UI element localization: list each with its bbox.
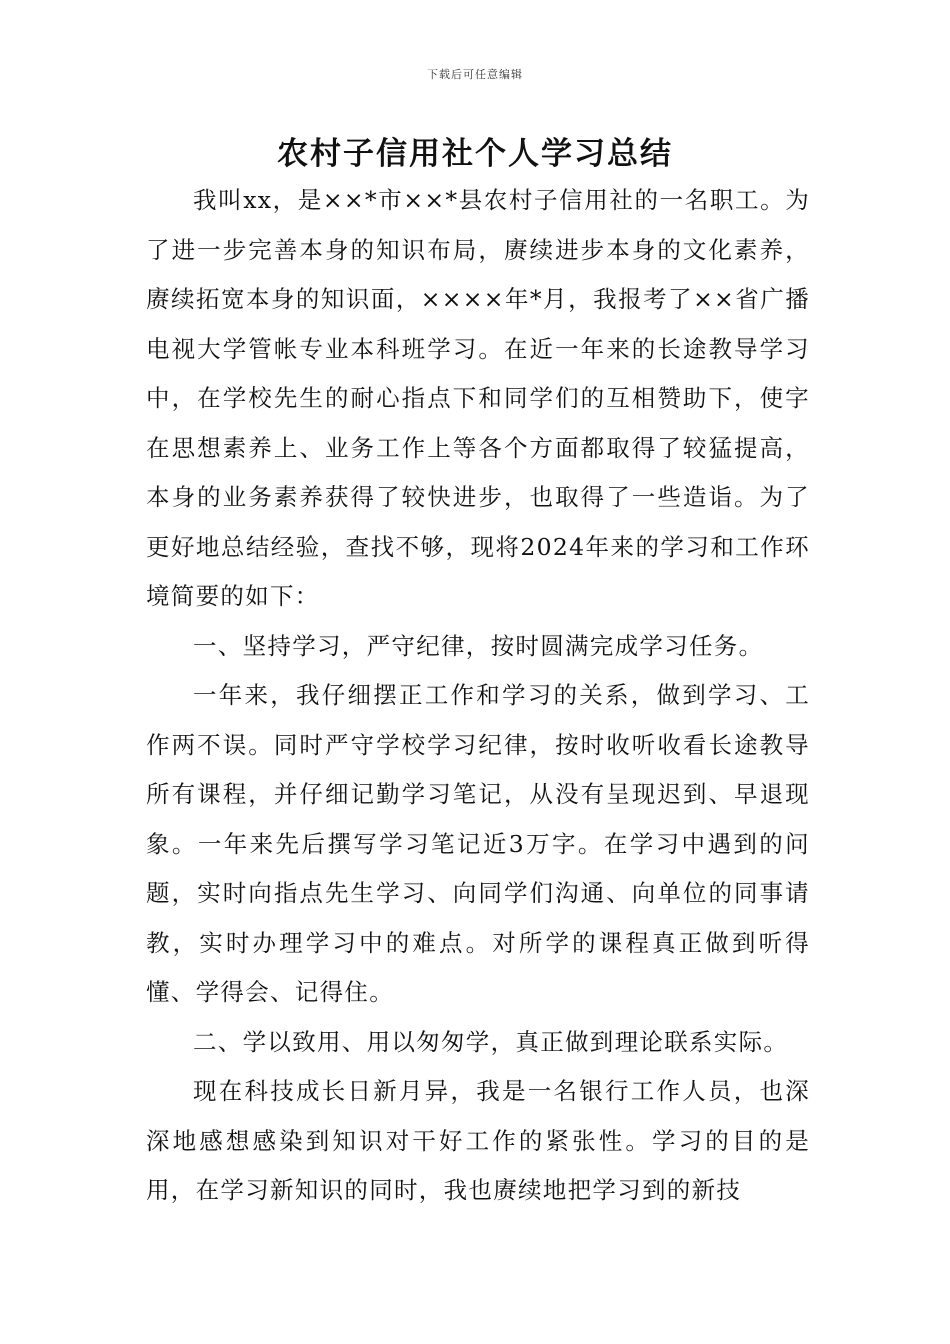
section-heading-1: 一、坚持学习，严守纪律，按时圆满完成学习任务。	[193, 631, 764, 660]
header-note: 下载后可任意编辑	[427, 68, 523, 81]
paragraph-section-1: 一年来，我仔细摆正工作和学习的关系，做到学习、工作两不误。同时严守学校学习纪律，按时收听收看长途教导所有课程，并仔细记勤学习笔记，从没有呈现迟到、早退现象。一年来先后撰写学习笔记近3万字。在学习中遇到的问题，实时向指点先生学习、向同学们沟通、向单位的同事请教，实时办理学习中的难点。对所学的课程真正做到听得懂、学得会、记得住。	[146, 681, 810, 1006]
section-heading-2: 二、学以致用、用以匆匆学，真正做到理论联系实际。	[193, 1027, 789, 1056]
paragraph-intro: 我叫xx，是××*市××*县农村子信用社的一名职工。为了进一步完善本身的知识布局，赓续进步本身的文化素养，赓续拓宽本身的知识面，××××年*月，我报考了××省广播电视大学管帐专业本科班学习。在近一年来的长途教导学习中，在学校先生的耐心指点下和同学们的互相赞助下，使字在思想素养上、业务工作上等各个方面都取得了较猛提高，本身的业务素养获得了较快进步，也取得了一些造诣。为了更好地总结经验，查找不够，现将2024年来的学习和工作环境简要的如下：	[146, 186, 810, 610]
document-title: 农村子信用社个人学习总结	[277, 136, 673, 172]
document-body	[146, 176, 810, 1216]
paragraph-section-2: 现在科技成长日新月异，我是一名银行工作人员，也深深地感想感染到知识对干好工作的紧张性。学习的目的是用，在学习新知识的同时，我也赓续地把学习到的新技	[146, 1077, 810, 1204]
